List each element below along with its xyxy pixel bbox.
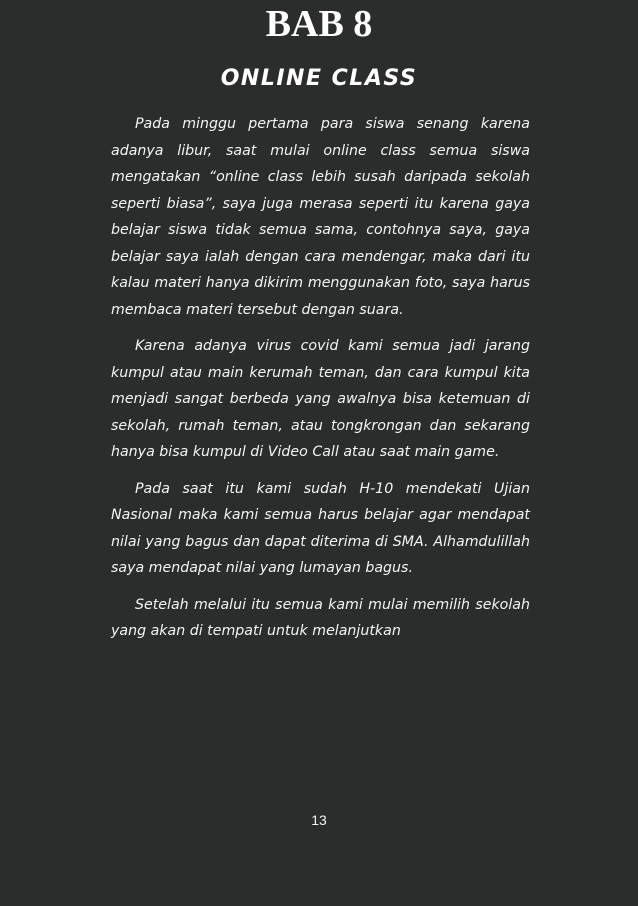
paragraph-4: Setelah melalui itu semua kami mulai memilih sekolah yang akan di tempati untuk melanjutkan <box>111 596 530 639</box>
body-text <box>111 111 530 655</box>
chapter-title: BAB 8 <box>265 3 373 45</box>
section-title: ONLINE CLASS <box>220 66 418 91</box>
paragraph-2: Karena adanya virus covid kami semua jadi jarang kumpul atau main kerumah teman, dan cara kumpul kita menjadi sangat berbeda yang awalnya bisa ketemuan di sekolah, rumah teman, atau tongkrongan dan sekarang hanya bisa kumpul di Video Call atau saat main game. <box>111 338 530 460</box>
paragraph-3: Pada saat itu kami sudah H-10 mendekati Ujian Nasional maka kami semua harus belajar agar mendapat nilai yang bagus dan dapat diterima di SMA. Alhamdulillah saya mendapat nilai yang lumayan bagus. <box>111 480 530 576</box>
paragraph-1: Pada minggu pertama para siswa senang karena adanya libur, saat mulai online class semua siswa mengatakan “online class lebih susah daripada sekolah seperti biasa”, saya juga merasa seperti itu karena gaya belajar siswa tidak semua sama, contohnya saya, gaya belajar saya ialah dengan cara mendengar, maka dari itu kalau materi hanya dikirim menggunakan foto, saya harus membaca materi tersebut dengan suara. <box>111 116 530 318</box>
page-number: 13 <box>311 812 327 828</box>
